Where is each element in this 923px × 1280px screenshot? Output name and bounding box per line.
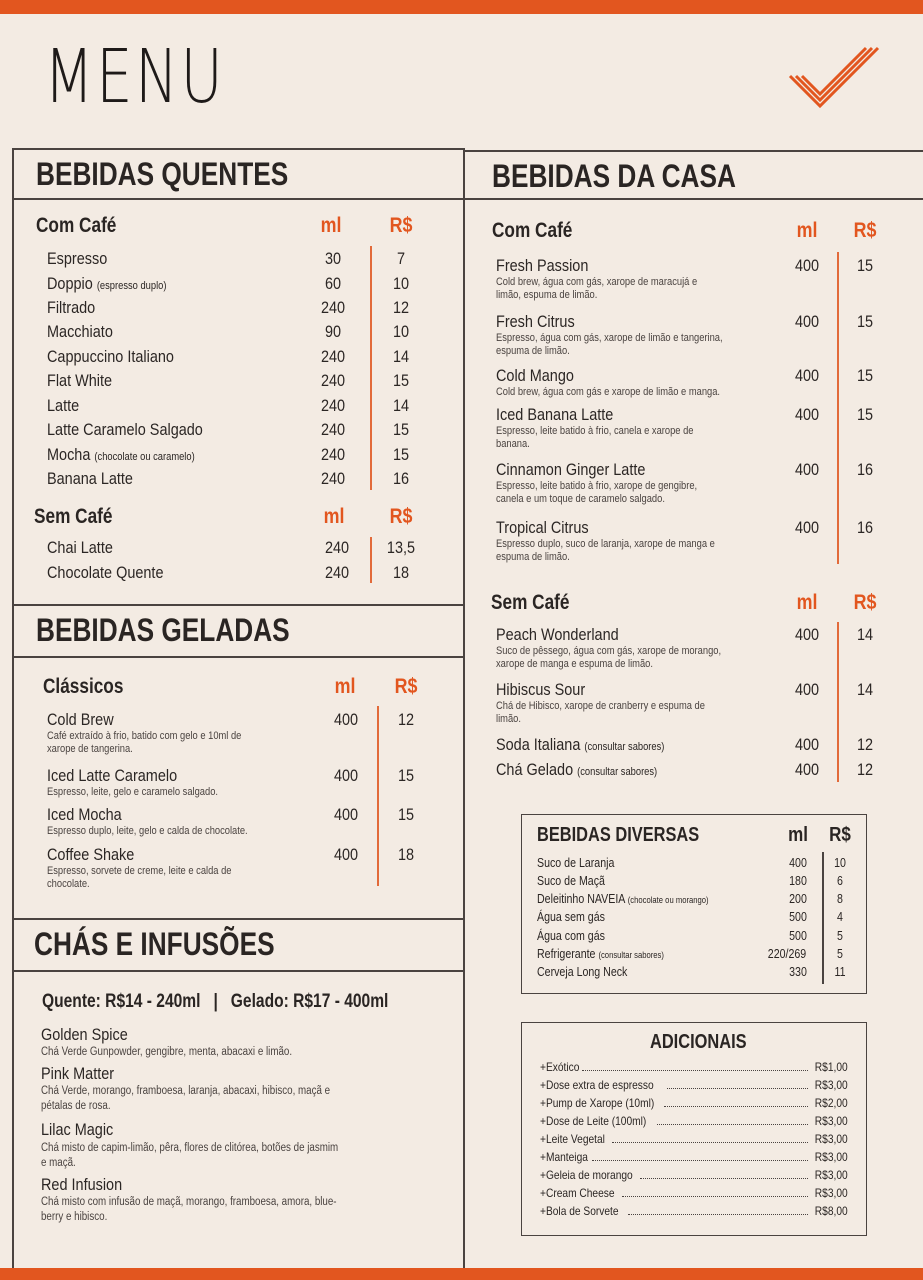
- leader-dots: [640, 1178, 808, 1179]
- item-price: 15: [856, 405, 874, 424]
- divider: [12, 604, 464, 606]
- item-price: 5: [837, 929, 843, 943]
- item-name: Suco de Maçã: [537, 874, 605, 888]
- item-price: 15: [397, 766, 415, 785]
- item-description: xarope de tangerina.: [47, 743, 133, 755]
- item-ml: 240: [320, 420, 346, 439]
- item-price: 10: [834, 856, 846, 870]
- item-name: Mocha: [47, 445, 91, 464]
- column-divider: [370, 537, 372, 583]
- item-price: 18: [397, 845, 415, 864]
- item-ml: 240: [320, 396, 346, 415]
- leader-dots: [664, 1106, 808, 1107]
- extra-price: R$3,00: [815, 1168, 848, 1182]
- ml-header: ml: [323, 505, 345, 528]
- tea-description: Chá Verde Gunpowder, gengibre, menta, abacaxi e limão.: [41, 1046, 293, 1058]
- item-name: Cold Brew: [47, 710, 114, 729]
- leader-dots: [612, 1142, 808, 1143]
- item-price: 4: [837, 910, 843, 924]
- bottom-accent-bar: [0, 1268, 923, 1280]
- extras-title: ADICIONAIS: [650, 1031, 747, 1053]
- item-ml: 400: [794, 460, 820, 479]
- item-price: 6: [837, 874, 843, 888]
- extra-name: +Dose de Leite (100ml): [540, 1114, 647, 1128]
- item-price: 18: [392, 563, 410, 582]
- divider: [464, 150, 923, 152]
- extra-item: [540, 1186, 848, 1204]
- item-ml: 400: [794, 366, 820, 385]
- tea-description: Chá Verde, morango, framboesa, laranja, abacaxi, hibisco, maçã e: [41, 1085, 331, 1097]
- ml-header: ml: [796, 591, 818, 614]
- item-name: Banana Latte: [47, 469, 133, 488]
- divider: [12, 656, 464, 658]
- price-header: R$: [829, 824, 851, 846]
- item-name: Fresh Passion: [496, 256, 589, 275]
- subsection-com-cafe: Com Café: [36, 214, 117, 237]
- item-name: Cold Mango: [496, 366, 574, 385]
- leader-dots: [592, 1160, 808, 1161]
- item-ml: 400: [333, 805, 359, 824]
- column-divider: [377, 706, 379, 886]
- extra-item: [540, 1204, 848, 1222]
- item-note: (espresso duplo): [96, 280, 167, 292]
- extra-price: R$3,00: [815, 1150, 848, 1164]
- item-ml: 400: [794, 256, 820, 275]
- leader-dots: [582, 1070, 808, 1071]
- extra-price: R$8,00: [815, 1204, 848, 1218]
- item-description: Café extraído à frio, batido com gelo e 10ml de: [47, 730, 242, 742]
- checkmark-chevron-icon: [786, 42, 882, 120]
- extra-price: R$3,00: [815, 1132, 848, 1146]
- item-description: Cold brew, água com gás, xarope de maracujá e: [496, 276, 698, 288]
- item-price: 16: [856, 518, 874, 537]
- price-header: R$: [853, 219, 877, 242]
- tea-description: Chá misto com infusão de maçã, morango, framboesa, amora, blue-: [41, 1196, 337, 1208]
- extra-price: R$1,00: [815, 1060, 848, 1074]
- item-ml: 500: [789, 910, 807, 924]
- price-header: R$: [389, 214, 413, 237]
- item-ml: 400: [333, 710, 359, 729]
- section-title-house: BEBIDAS DA CASA: [492, 158, 736, 194]
- price-header: R$: [389, 505, 413, 528]
- item-name: Latte Caramelo Salgado: [47, 420, 203, 439]
- item-description: Espresso, leite batido à frio, xarope de gengibre,: [496, 480, 698, 492]
- price-header: R$: [853, 591, 877, 614]
- extra-name: +Geleia de morango: [540, 1168, 633, 1182]
- tea-name: Golden Spice: [41, 1025, 128, 1044]
- item-ml: 240: [324, 538, 350, 557]
- item-ml: 400: [333, 845, 359, 864]
- item-price: 13,5: [386, 538, 416, 557]
- ml-header: ml: [334, 675, 356, 698]
- item-name: Cappuccino Italiano: [47, 347, 174, 366]
- item-description: limão.: [496, 713, 521, 725]
- leader-dots: [628, 1214, 808, 1215]
- item-ml: 400: [789, 856, 807, 870]
- item-description: canela e um toque de caramelo salgado.: [496, 493, 665, 505]
- item-price: 8: [837, 892, 843, 906]
- extra-name: +Manteiga: [540, 1150, 588, 1164]
- item-ml: 240: [320, 371, 346, 390]
- item-name: Coffee Shake: [47, 845, 135, 864]
- item-ml: 240: [320, 347, 346, 366]
- item-ml: 220/269: [767, 947, 807, 961]
- item-price: 14: [856, 625, 874, 644]
- item-name: Flat White: [47, 371, 113, 390]
- item-price: 12: [856, 735, 874, 754]
- item-ml: 240: [320, 298, 346, 317]
- top-accent-bar: [0, 0, 923, 14]
- extra-name: +Exótico: [540, 1060, 580, 1074]
- item-price: 14: [392, 396, 410, 415]
- item-price: 12: [397, 710, 415, 729]
- item-price: 16: [392, 469, 410, 488]
- extra-price: R$3,00: [815, 1186, 848, 1200]
- item-note: (consultar sabores): [584, 741, 665, 753]
- item-name: Suco de Laranja: [537, 856, 615, 870]
- item-price: 15: [397, 805, 415, 824]
- item-description: Espresso, leite, gelo e caramelo salgado.: [47, 786, 218, 798]
- divider: [12, 970, 464, 972]
- extra-item: [540, 1114, 848, 1132]
- leader-dots: [667, 1088, 808, 1089]
- item-ml: 240: [324, 563, 350, 582]
- item-note: (chocolate ou caramelo): [94, 451, 195, 463]
- item-price: 10: [392, 322, 410, 341]
- item-description: Espresso duplo, leite, gelo e calda de chocolate.: [47, 825, 248, 837]
- subsection-com-cafe: Com Café: [492, 219, 573, 242]
- item-description: xarope de manga e espuma de limão.: [496, 658, 653, 670]
- item-ml: 400: [794, 760, 820, 779]
- item-price: 16: [856, 460, 874, 479]
- item-price: 5: [837, 947, 843, 961]
- extra-item: [540, 1096, 848, 1114]
- item-description: Espresso duplo, suco de laranja, xarope de manga e: [496, 538, 715, 550]
- item-ml: 330: [789, 965, 807, 979]
- ml-header: ml: [796, 219, 818, 242]
- item-ml: 30: [324, 249, 342, 268]
- item-note: (consultar sabores): [577, 766, 658, 778]
- item-note: (consultar sabores): [598, 950, 664, 960]
- item-name: Iced Banana Latte: [496, 405, 614, 424]
- subsection-sem-cafe: Sem Café: [34, 505, 113, 528]
- item-price: 15: [392, 445, 410, 464]
- item-description: espuma de limão.: [496, 551, 570, 563]
- item-note: (chocolate ou morango): [627, 895, 709, 905]
- item-ml: 90: [324, 322, 342, 341]
- item-ml: 400: [794, 312, 820, 331]
- item-description: Espresso, sorvete de creme, leite e calda de: [47, 865, 232, 877]
- item-price: 15: [392, 420, 410, 439]
- item-ml: 400: [333, 766, 359, 785]
- item-name: Espresso: [47, 249, 108, 268]
- page-title: MENU: [44, 34, 226, 120]
- item-description: Suco de pêssego, água com gás, xarope de morango,: [496, 645, 722, 657]
- item-name: Chocolate Quente: [47, 563, 164, 582]
- item-ml: 180: [789, 874, 807, 888]
- item-price: 14: [392, 347, 410, 366]
- item-description: Espresso, água com gás, xarope de limão e tangerina,: [496, 332, 723, 344]
- divider: [463, 148, 465, 1268]
- item-price: 12: [392, 298, 410, 317]
- section-title-hot: BEBIDAS QUENTES: [36, 156, 289, 192]
- extra-item: [540, 1150, 848, 1168]
- ml-header: ml: [788, 824, 808, 846]
- column-divider: [370, 246, 372, 490]
- divider: [12, 148, 464, 150]
- tea-name: Lilac Magic: [41, 1120, 114, 1139]
- divider: [12, 148, 14, 1268]
- extra-price: R$2,00: [815, 1096, 848, 1110]
- extra-price: R$3,00: [815, 1114, 848, 1128]
- extra-name: +Dose extra de espresso: [540, 1078, 654, 1092]
- item-ml: 400: [794, 680, 820, 699]
- item-price: 14: [856, 680, 874, 699]
- divider: [12, 918, 464, 920]
- extra-item: [540, 1078, 848, 1096]
- extra-name: +Leite Vegetal: [540, 1132, 605, 1146]
- item-name: Fresh Citrus: [496, 312, 575, 331]
- item-description: Chá de Hibisco, xarope de cranberry e espuma de: [496, 700, 705, 712]
- item-price: 15: [856, 256, 874, 275]
- section-title-teas: CHÁS E INFUSÕES: [34, 926, 275, 962]
- tea-description: berry e hibisco.: [41, 1211, 108, 1223]
- item-name: Hibiscus Sour: [496, 680, 586, 699]
- item-description: chocolate.: [47, 878, 90, 890]
- item-description: limão, espuma de limão.: [496, 289, 598, 301]
- item-ml: 240: [320, 469, 346, 488]
- item-name: Macchiato: [47, 322, 113, 341]
- tea-pricing: Quente: R$14 - 240ml | Gelado: R$17 - 400ml: [42, 991, 389, 1012]
- item-price: 15: [856, 312, 874, 331]
- item-description: Espresso, leite batido à frio, canela e xarope de: [496, 425, 694, 437]
- item-name: Iced Latte Caramelo: [47, 766, 178, 785]
- item-ml: 240: [320, 445, 346, 464]
- column-divider: [837, 622, 839, 782]
- extra-name: +Bola de Sorvete: [540, 1204, 619, 1218]
- item-description: espuma de limão.: [496, 345, 570, 357]
- extra-price: R$3,00: [815, 1078, 848, 1092]
- tea-description: pétalas de rosa.: [41, 1100, 111, 1112]
- item-name: Tropical Citrus: [496, 518, 589, 537]
- subsection-classicos: Clássicos: [43, 675, 124, 698]
- item-ml: 60: [324, 274, 342, 293]
- item-name: Iced Mocha: [47, 805, 122, 824]
- item-name: Refrigerante: [537, 947, 596, 961]
- item-price: 12: [856, 760, 874, 779]
- item-price: 15: [392, 371, 410, 390]
- item-name: Filtrado: [47, 298, 96, 317]
- divider: [12, 198, 923, 200]
- column-divider: [837, 252, 839, 564]
- item-name: Água com gás: [537, 929, 605, 943]
- tea-description: Chá misto de capim-limão, pêra, flores de clitórea, botões de jasmim: [41, 1142, 339, 1154]
- tea-name: Red Infusion: [41, 1175, 123, 1194]
- extra-name: +Cream Cheese: [540, 1186, 615, 1200]
- tea-name: Pink Matter: [41, 1064, 115, 1083]
- item-name: Água sem gás: [537, 910, 605, 924]
- item-description: Cold brew, água com gás e xarope de limão e manga.: [496, 386, 721, 398]
- item-price: 11: [834, 965, 846, 979]
- item-name: Latte: [47, 396, 80, 415]
- item-ml: 400: [794, 405, 820, 424]
- tea-description: e maçã.: [41, 1157, 76, 1169]
- item-name: Doppio: [47, 274, 93, 293]
- item-name: Peach Wonderland: [496, 625, 619, 644]
- item-ml: 400: [794, 625, 820, 644]
- extra-item: [540, 1060, 848, 1078]
- item-price: 10: [392, 274, 410, 293]
- extra-name: +Pump de Xarope (10ml): [540, 1096, 655, 1110]
- item-ml: 500: [789, 929, 807, 943]
- item-price: 7: [396, 249, 406, 268]
- item-name: Chá Gelado: [496, 760, 574, 779]
- item-ml: 400: [794, 735, 820, 754]
- item-name: Cinnamon Ginger Latte: [496, 460, 646, 479]
- item-name: Soda Italiana: [496, 735, 581, 754]
- misc-title: BEBIDAS DIVERSAS: [537, 824, 700, 846]
- leader-dots: [622, 1196, 808, 1197]
- item-ml: 200: [789, 892, 807, 906]
- item-name: Cerveja Long Neck: [537, 965, 628, 979]
- leader-dots: [657, 1124, 808, 1125]
- item-name: Deleitinho NAVEIA: [537, 892, 625, 906]
- item-price: 15: [856, 366, 874, 385]
- section-title-cold: BEBIDAS GELADAS: [36, 612, 290, 648]
- price-header: R$: [394, 675, 418, 698]
- item-ml: 400: [794, 518, 820, 537]
- item-name: Chai Latte: [47, 538, 113, 557]
- ml-header: ml: [320, 214, 342, 237]
- extra-item: [540, 1132, 848, 1150]
- extra-item: [540, 1168, 848, 1186]
- item-description: banana.: [496, 438, 530, 450]
- subsection-sem-cafe: Sem Café: [491, 591, 570, 614]
